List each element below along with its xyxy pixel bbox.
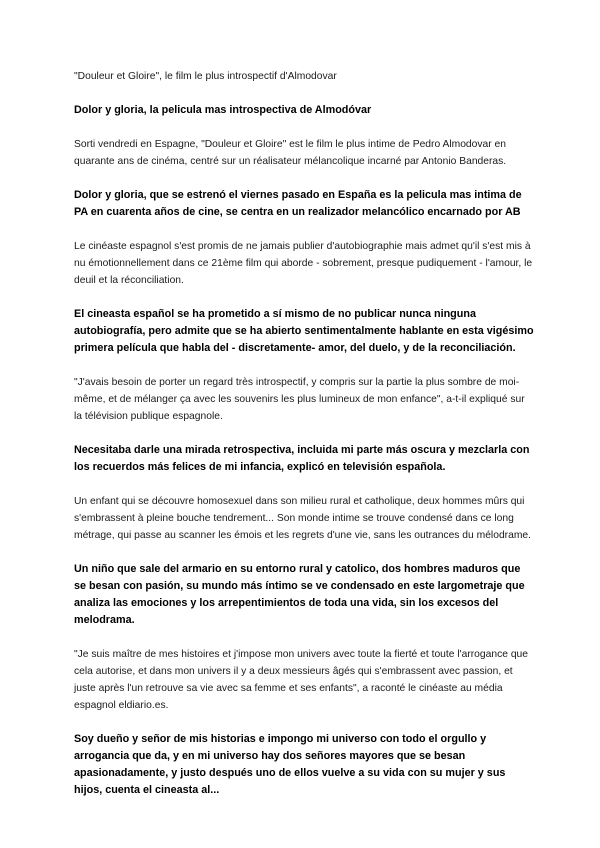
spanish-paragraph: Soy dueño y señor de mis historias e impongo mi universo con todo el orgullo y arrogancia que da, y en mi universo hay dos señores mayores que se besan apasionadamente, y justo después uno de ellos vuelve a su vida con su mujer y sus hijos, cuenta el cineasta al...	[74, 733, 506, 796]
spanish-paragraph: El cineasta español se ha prometido a sí mismo de no publicar nunca ninguna autobiografía, pero admite que se ha abierto sentimentalmente hablante en esta vigésimo primera película que habla del - discretamente- amor, del duelo, y de la reconciliación.	[74, 308, 534, 354]
french-title: "Douleur et Gloire", le film le plus introspectif d'Almodovar	[74, 71, 337, 82]
spanish-paragraph: Dolor y gloria, que se estrenó el viernes pasado en España es la pelicula mas intima de PA en cuarenta años de cine, se centra en un realizador melancólico encarnado por AB	[74, 189, 522, 218]
french-paragraph: "Je suis maître de mes histoires et j'impose mon univers avec toute la fierté et toute l'arrogance que cela autorise, et dans mon univers il y a deux messieurs âgés qui s'embrassent avec passion, et juste après l'un retrouve sa vie avec sa femme et ses enfants", a raconté le cinéaste au média espagnol eldiario.es.	[74, 649, 529, 711]
french-paragraph: Un enfant qui se découvre homosexuel dans son milieu rural et catholique, deux hommes mûrs qui s'embrassent à pleine bouche tendrement... Son monde intime se trouve condensé dans ce long métrage, qui passe au scanner les émois et les regrets d'une vie, sans les outrances du mélodrame.	[74, 496, 531, 541]
spanish-paragraph: Un niño que sale del armario en su entorno rural y catolico, dos hombres maduros que se besan con pasión, su mundo más íntimo se ve condensado en este largometraje que analiza las emociones y los arrepentimientos de toda una vida, sin los excesos del melodrama.	[74, 563, 525, 626]
spanish-paragraph: Necesitaba darle una mirada retrospectiva, incluida mi parte más oscura y mezclarla con los recuerdos más felices de mi infancia, explicó en televisión española.	[74, 444, 530, 473]
spanish-title: Dolor y gloria, la pelicula mas introspectiva de Almodóvar	[74, 104, 372, 116]
french-paragraph: Le cinéaste espagnol s'est promis de ne jamais publier d'autobiographie mais admet qu'il s'est mis à nu émotionnellement dans ce 21ème film qui aborde - sobrement, presque pudiquement - l'amour, le deuil et la réconciliation.	[74, 241, 533, 286]
document-body	[74, 68, 534, 799]
french-paragraph: Sorti vendredi en Espagne, "Douleur et Gloire" est le film le plus intime de Pedro Almodovar en quarante ans de cinéma, centré sur un réalisateur mélancolique incarné par Antonio Banderas.	[74, 139, 507, 167]
french-paragraph: "J'avais besoin de porter un regard très introspectif, y compris sur la partie la plus sombre de moi-même, et de mélanger ça avec les souvenirs les plus lumineux de mon enfance", a-t-il expliqué sur la télévision publique espagnole.	[74, 377, 525, 422]
